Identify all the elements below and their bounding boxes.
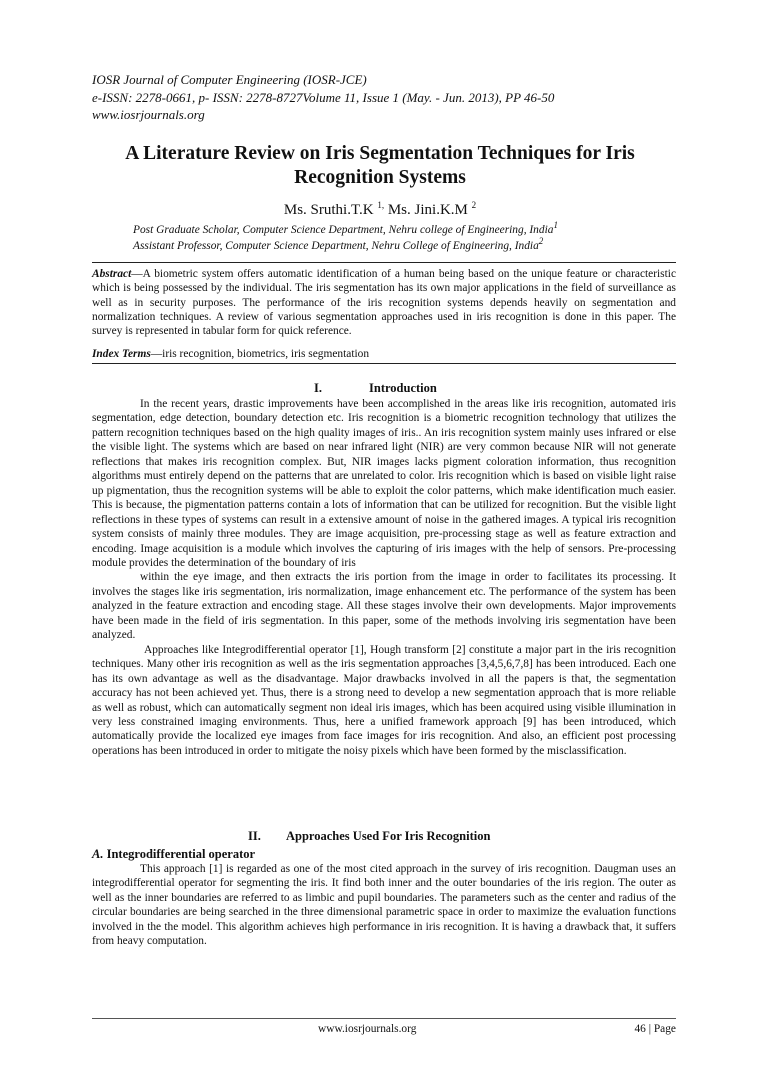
section-1-paragraph-3: Approaches like Integrodifferential operator [1], Hough transform [2] constitute a major part in the iris recognition techniques. Many other iris recognition as well as the iris segmentation approaches [3,4,5,6,7,8] has been introduced. Each one has its own advantage as well as the disadvantage. Major drawbacks involved in all the papers is that, the segmentation accuracy has not been achieved yet. Thus, there is a strong need to develop a new segmentation approach that is more reliable as well as robust, which can automatically segment non ideal iris images, which has been acquired using visible illumination in very less constrained imaging environments. Thus, here a unified framework approach [9] has been introduced, which automatically provide the localized eye images from face images for iris recognition. And also, an efficient post processing operations has been introduced in order to mitigate the noisy pixels which have been formed by the misclassification. [92,643,676,757]
section-1-paragraph-2: within the eye image, and then extracts the iris portion from the image in order to facilitates its processing. It involves the stages like iris segmentation, iris normalization, image enhancement etc. The performance of the system has been analyzed in the feature extraction and encoding stage. All these stages involve their own developments. Major improvements have been made in the field of iris segmentation. In this paper, some of the methods involving iris segmentation have been analyzed. [92,571,676,642]
section-1-body [92,397,676,758]
subsection-a-letter: A. [92,847,104,861]
subsection-a-heading [92,847,255,862]
index-terms-text: —iris recognition, biometrics, iris segmentation [150,348,370,360]
section-2-number: II. [248,829,261,843]
index-terms-label: Index Terms [92,348,151,360]
section-2-heading [92,829,676,844]
journal-issn: e-ISSN: 2278-0661, p- ISSN: 2278-8727Volume 11, Issue 1 (May. - Jun. 2013), PP 46-50 [92,89,555,105]
author-1: Ms. Sruthi.T.K [283,202,374,218]
paper-title-line1: A Literature Review on Iris Segmentation Techniques for Iris [125,143,635,164]
affiliation-1-text: Post Graduate Scholar, Computer Science Department, Nehru college of Engineering, India [133,224,554,236]
abstract-label: Abstract [92,268,132,280]
abstract-text: —A biometric system offers automatic identification of a human being based on the unique feature or characteristic which is being possessed by the individual. The iris segmentation has its own major applications in the field of surveillance as well as in security purposes. The performance of the iris recognition systems depends heavily on segmentation and normalization techniques. A review of various segmentation approaches used in iris recognition is done in this paper. The survey is represented in tabular form for quick reference. [92,268,676,338]
section-1-paragraph-1: In the recent years, drastic improvements have been accomplished in the areas like iris recognition, automated iris segmentation, edge detection, boundary detection etc. Iris recognition is a biometric recognition technology that utilizes the pattern recognition techniques based on the high quality images of iris.. An iris recognition system mainly uses infrared or else the visible light. The systems which are based on near infrared light (NIR) are very common because NIR will not generate reflections that makes iris recognition complex. But, NIR images lacks pigment coloration information, thus recognition algorithms must entirely depend on the patterns that are unrelated to color. Iris recognition which is based on visible light raise up pigmentation, thus the recognition systems will be able to exploit the color patterns, which make identification much easier. This is because, the pigmentation patterns contain a lots of information that can be utilized for recognition. But the visible light reflections in these types of systems can result in a extensive amount of noise in the gathered images. A typical iris recognition system consists of mainly three modules. They are image acquisition, pre-processing stage as well as feature extraction and encoding. Image acquisition is a module which involves the capturing of iris images with the help of sensors. Pre-processing module provides the determination of the boundary of iris [92,398,676,569]
affiliation-2-sup: 2 [538,236,544,247]
abstract [92,267,676,338]
affiliation-2 [133,238,693,254]
author-list [70,200,690,220]
author-2: Ms. Jini.K.M [387,202,468,218]
section-1-heading [92,381,676,396]
author-1-sup: 1, [377,200,385,210]
author-2-sup: 2 [471,200,477,210]
paper-title-line2: Recognition Systems [294,167,466,188]
section-1-number: I. [314,381,322,395]
affiliation-2-text: Assistant Professor, Computer Science Department, Nehru College of Engineering, India [133,240,539,252]
footer-page-number: 46 | Page [634,1023,676,1035]
index-terms [92,347,676,361]
journal-name: IOSR Journal of Computer Engineering (IOSR-JCE) [92,72,367,87]
section-2-paragraph-1: This approach [1] is regarded as one of the most cited approach in the survey of iris recognition. Daugman uses an integrodifferential operator for segmenting the iris. It find both inner and the outer boundaries of the iris region. The outer as well as the inner boundaries are referred to as limbic and pupil boundaries. The parameters such as the center and radius of the circular boundaries are being searched in the three dimensional parametric space in order to maximize the evaluation functions involved in the the model. This algorithm achieves high performance in iris recognition. It is having a drawback that, it suffers from heavy computation. [92,863,676,948]
affiliation-1 [133,222,693,238]
abstract-top-rule [92,262,676,263]
journal-header [92,71,692,124]
subsection-a-title: Integrodifferential operator [106,847,256,861]
section-2-title: Approaches Used For Iris Recognition [286,829,491,843]
section-1-title: Introduction [369,381,437,395]
journal-website: www.iosrjournals.org [92,107,205,122]
section-2-body [92,862,676,949]
affiliation-1-sup: 1 [553,220,558,231]
abstract-bottom-rule [92,363,676,364]
footer-website: www.iosrjournals.org [318,1023,417,1035]
footer-rule [92,1018,676,1019]
paper-title [70,142,690,190]
